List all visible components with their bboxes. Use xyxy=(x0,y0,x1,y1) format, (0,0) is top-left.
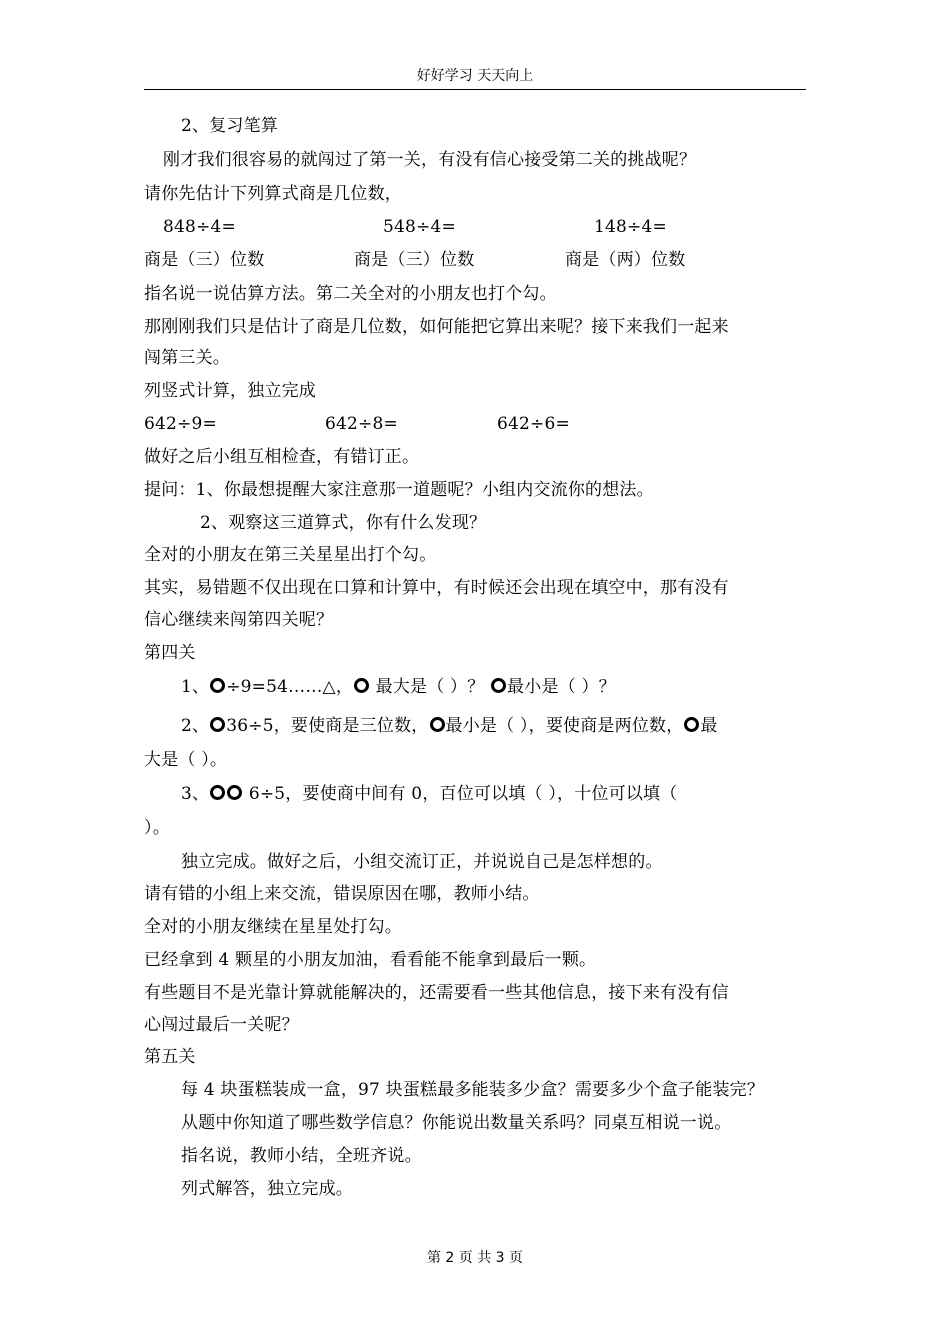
question-3 xyxy=(181,782,677,806)
circle-icon xyxy=(210,785,225,800)
circle-icon xyxy=(210,717,225,732)
question-text: 6÷5，要使商中间有 0，百位可以填（ ），十位可以填（ xyxy=(243,784,678,804)
circle-icon xyxy=(684,717,699,732)
paragraph: 全对的小朋友继续在星星处打勾。 xyxy=(144,917,402,937)
paragraph: 请有错的小组上来交流，错误原因在哪，教师小结。 xyxy=(144,884,540,904)
question-text: 最小是（ ）？ xyxy=(507,677,616,697)
calc-expr: 642÷9= xyxy=(144,414,217,434)
circle-icon xyxy=(491,678,506,693)
paragraph: 提问：1、你最想提醒大家注意那一道题呢？小组内交流你的想法。 xyxy=(144,480,654,500)
estimate-row xyxy=(0,215,950,239)
paragraph: 刚才我们很容易的就闯过了第一关，有没有信心接受第二关的挑战呢？ xyxy=(163,150,697,170)
question-number: 3、 xyxy=(181,784,210,804)
page-header: 好好学习 天天向上 xyxy=(416,68,534,84)
quotient-answer: 商是（两）位数 xyxy=(565,250,686,270)
calc-expr: 642÷8= xyxy=(325,414,398,434)
circle-icon xyxy=(210,678,225,693)
question-1 xyxy=(181,675,616,699)
circle-icon xyxy=(227,785,242,800)
paragraph: 有些题目不是光靠计算就能解决的，还需要看一些其他信息，接下来有没有信 xyxy=(144,983,729,1003)
question-text: 最大是（ ）？ xyxy=(370,677,491,697)
paragraph: 2、观察这三道算式，你有什么发现？ xyxy=(200,513,487,533)
paragraph: 那刚刚我们只是估计了商是几位数，如何能把它算出来呢？接下来我们一起来 xyxy=(144,317,729,337)
question-2 xyxy=(181,714,718,738)
header-rule xyxy=(144,89,806,90)
paragraph: 全对的小朋友在第三关星星出打个勾。 xyxy=(144,545,437,565)
paragraph: 每 4 块蛋糕装成一盒，97 块蛋糕最多能装多少盒？需要多少个盒子能装完？ xyxy=(181,1080,765,1100)
circle-icon xyxy=(354,678,369,693)
paragraph: 列式解答，独立完成。 xyxy=(181,1179,353,1199)
circle-icon xyxy=(430,717,445,732)
estimate-expr: 848÷4= xyxy=(163,217,236,237)
calc-row xyxy=(0,412,950,436)
question-number: 1、 xyxy=(181,677,210,697)
section-title: 2、复习笔算 xyxy=(181,116,279,136)
paragraph: 列竖式计算，独立完成 xyxy=(144,381,316,401)
section-title: 第五关 xyxy=(144,1047,196,1067)
question-3-continued: ）。 xyxy=(144,818,170,838)
question-text: 36÷5，要使商是三位数， xyxy=(226,716,429,736)
paragraph: 请你先估计下列算式商是几位数， xyxy=(144,184,402,204)
paragraph: 心闯过最后一关呢？ xyxy=(144,1015,299,1035)
question-text: 最小是（ ），要使商是两位数， xyxy=(445,716,684,736)
paragraph: 独立完成。做好之后，小组交流订正，并说说自己是怎样想的。 xyxy=(181,852,663,872)
quotient-answer: 商是（三）位数 xyxy=(354,250,475,270)
section-title: 第四关 xyxy=(144,643,196,663)
question-number: 2、 xyxy=(181,716,210,736)
question-text: 最 xyxy=(700,716,718,736)
page-footer: 第 2 页 共 3 页 xyxy=(426,1250,524,1266)
paragraph: 已经拿到 4 颗星的小朋友加油，看看能不能拿到最后一颗。 xyxy=(144,950,597,970)
quotient-answer: 商是（三）位数 xyxy=(144,250,265,270)
estimate-expr: 148÷4= xyxy=(594,217,667,237)
paragraph: 指名说，教师小结，全班齐说。 xyxy=(181,1146,422,1166)
paragraph: 信心继续来闯第四关呢？ xyxy=(144,610,334,630)
calc-expr: 642÷6= xyxy=(497,414,570,434)
paragraph: 闯第三关。 xyxy=(144,348,230,368)
question-text: ÷9=54……△， xyxy=(226,677,354,697)
paragraph: 其实，易错题不仅出现在口算和计算中，有时候还会出现在填空中，那有没有 xyxy=(144,578,729,598)
estimate-expr: 548÷4= xyxy=(383,217,456,237)
quotient-row xyxy=(0,248,950,272)
paragraph: 从题中你知道了哪些数学信息？你能说出数量关系吗？同桌互相说一说。 xyxy=(181,1113,732,1133)
paragraph: 指名说一说估算方法。第二关全对的小朋友也打个勾。 xyxy=(144,284,557,304)
paragraph: 做好之后小组互相检查，有错订正。 xyxy=(144,447,420,467)
question-2-continued: 大是（ ）。 xyxy=(144,750,228,770)
